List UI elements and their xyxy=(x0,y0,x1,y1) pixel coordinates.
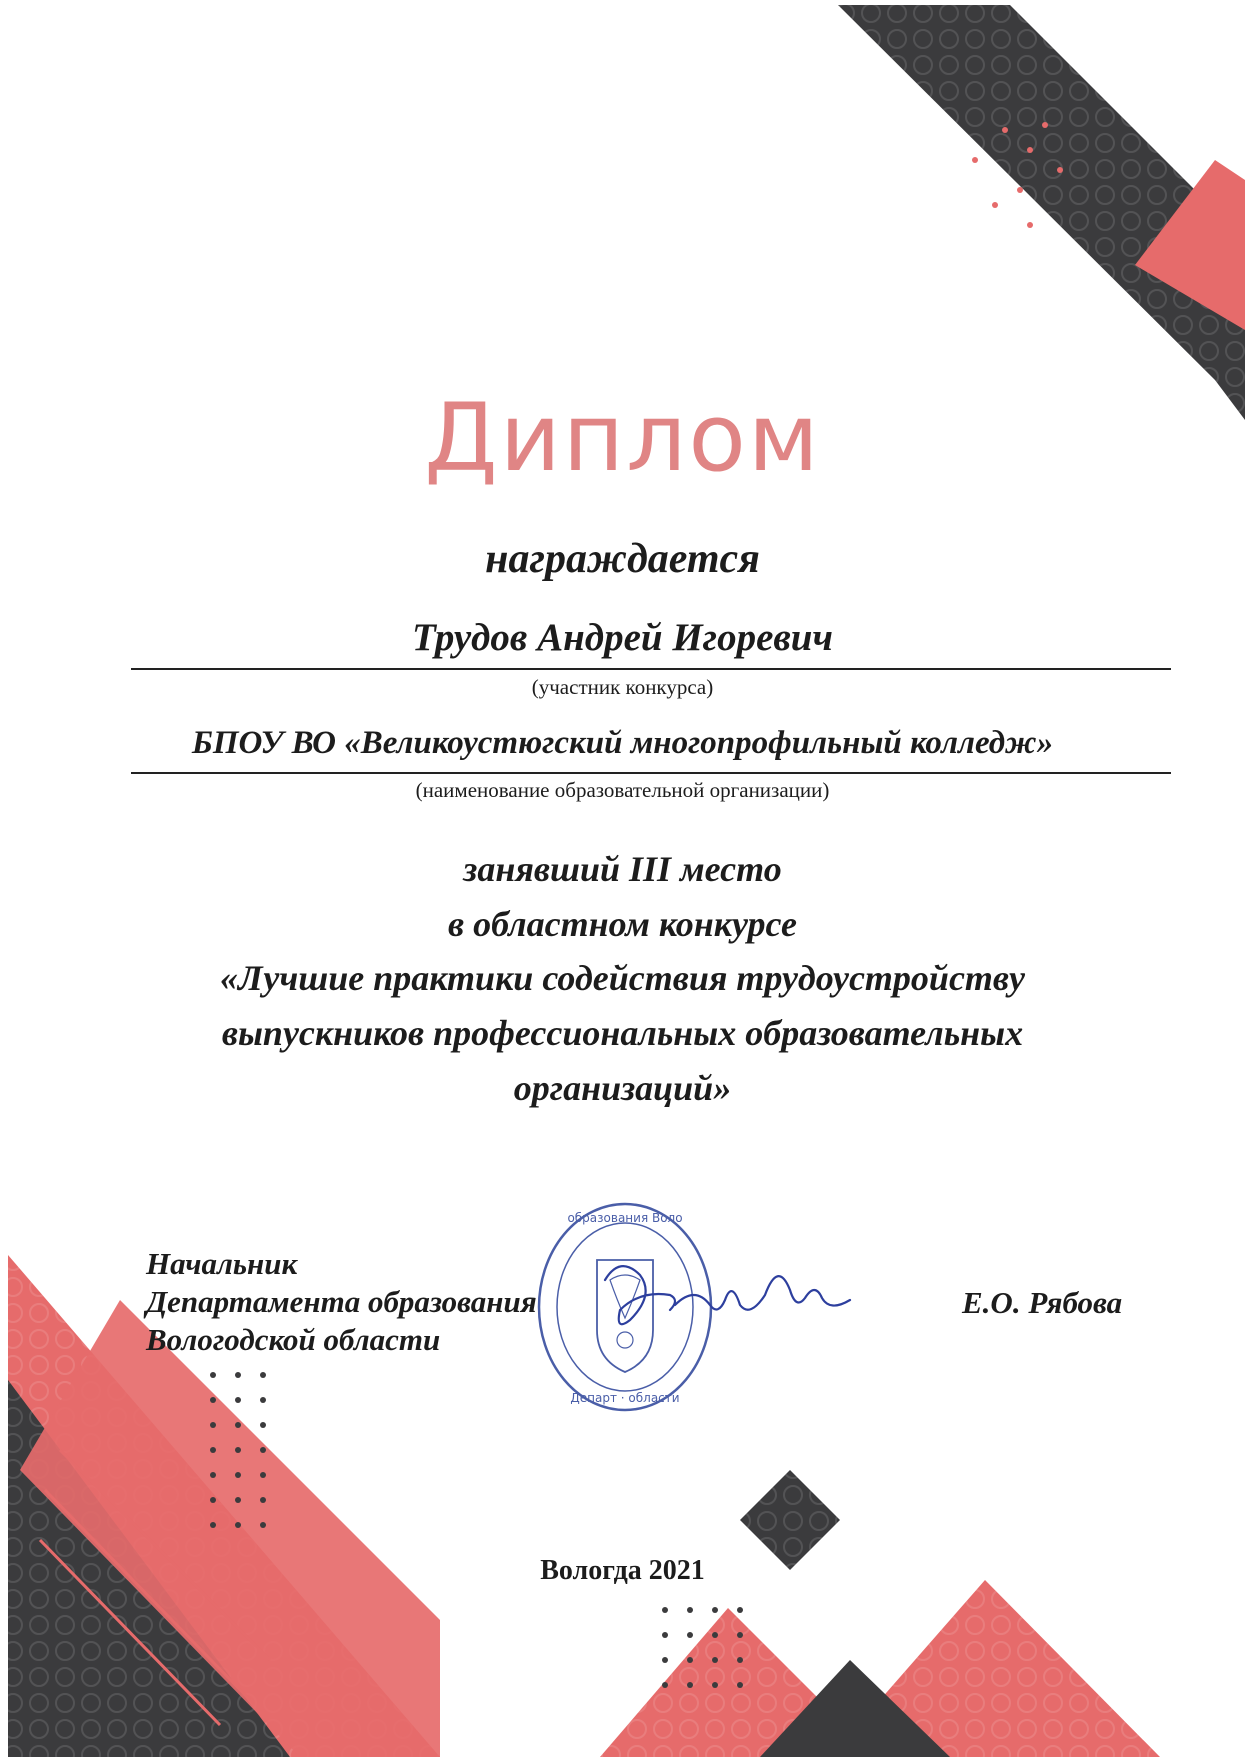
signatory-position-line: Вологодской области xyxy=(146,1321,441,1357)
svg-text:Департ · области: Департ · области xyxy=(570,1391,680,1405)
signatory-position xyxy=(146,1245,537,1358)
handwritten-signature xyxy=(600,1250,855,1340)
signatory-position-line: Начальник xyxy=(146,1246,298,1281)
achievement-text xyxy=(0,842,1245,1116)
organization-caption: (наименование образовательной организации) xyxy=(415,778,830,802)
signatory-position-line: Департамента образования xyxy=(146,1283,537,1319)
achievement-line: организаций» xyxy=(513,1067,732,1108)
participant-underline xyxy=(131,668,1171,670)
awarded-label: награждается xyxy=(485,536,760,582)
participant-name: Трудов Андрей Игоревич xyxy=(412,616,833,659)
svg-text:образования Воло: образования Воло xyxy=(567,1211,683,1225)
achievement-line: в областном конкурсе xyxy=(448,903,797,944)
city-year: Вологда 2021 xyxy=(540,1555,705,1586)
organization-name: БПОУ ВО «Великоустюгский многопрофильный колледж» xyxy=(191,725,1054,761)
diploma-title: Диплом xyxy=(424,384,821,493)
achievement-line: «Лучшие практики содействия трудоустройству xyxy=(220,958,1025,999)
achievement-line: занявший III место xyxy=(463,849,782,889)
achievement-line: выпускников профессиональных образовательных xyxy=(221,1013,1024,1054)
signer-name: Е.О. Рябова xyxy=(962,1285,1123,1320)
organization-underline xyxy=(131,772,1171,774)
participant-caption: (участник конкурса) xyxy=(531,675,714,699)
